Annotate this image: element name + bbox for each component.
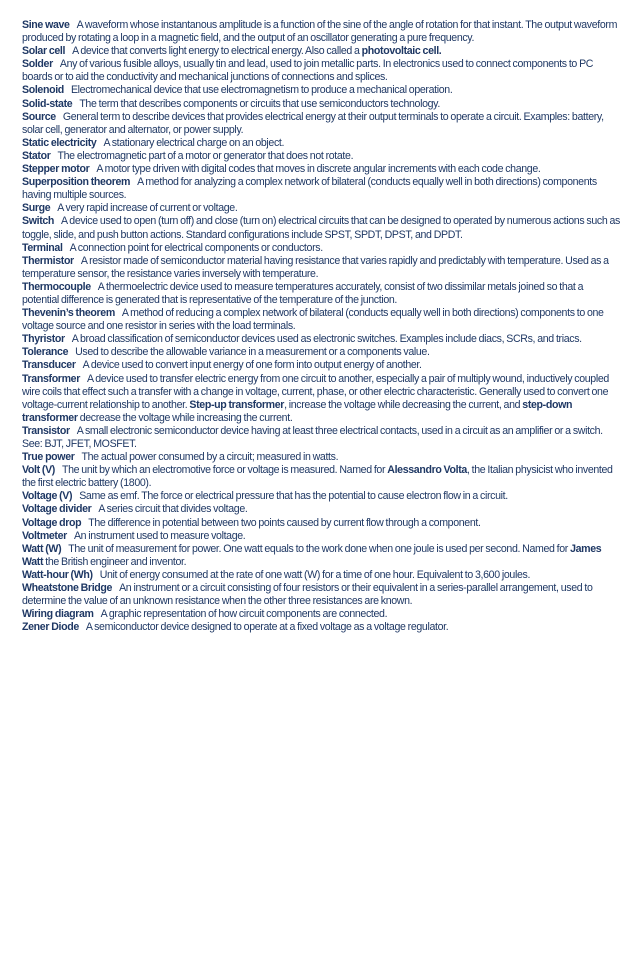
- definition-text: A waveform whose instantanous amplitude is a function of the sine of the angle of rotation for that instant. The output waveform produced by rotating a loop in a magnetic field, and the output of an oscillator generating a pure frequency.: [22, 19, 618, 45]
- glossary-term: Tolerance: [22, 346, 69, 359]
- glossary-entry: [22, 346, 622, 359]
- glossary-entry: [22, 503, 622, 516]
- glossary-entry: [22, 333, 622, 346]
- definition-text: The actual power consumed by a circuit; measured in watts.: [81, 451, 339, 464]
- glossary-entry: [22, 215, 622, 241]
- glossary-entry: [22, 621, 622, 634]
- glossary-term: Wheatstone Bridge: [22, 582, 113, 595]
- glossary-page: [22, 19, 622, 634]
- glossary-entry: [22, 45, 622, 58]
- glossary-entry: [22, 98, 622, 111]
- glossary-term: Terminal: [22, 241, 63, 254]
- definition-text: A device used to open (turn off) and close (turn on) electrical circuits that can be designed to operated by numerous actions such as toggle, slide, and push button actions. Standard configurations include SPST, SPDT, DPST, and DPDT.: [22, 215, 620, 241]
- definition-bold-text: Step-up transformer: [189, 398, 285, 411]
- glossary-term: Superposition theorem: [22, 176, 131, 189]
- glossary-entry: [22, 150, 622, 163]
- definition-text: , increase the voltage while decreasing the current, and: [284, 398, 523, 411]
- glossary-term: Thermistor: [22, 254, 74, 267]
- definition-text: A motor type driven with digital codes that moves in discrete angular increments with each code change.: [96, 163, 541, 176]
- glossary-term: Wiring diagram: [22, 608, 94, 621]
- definition-bold-text: James Watt: [22, 542, 602, 568]
- definition-bold-text: step-down transformer: [22, 398, 573, 424]
- definition-text: A connection point for electrical components or conductors.: [69, 241, 323, 254]
- glossary-term: Static electricity: [22, 136, 97, 149]
- glossary-entry: [22, 111, 622, 137]
- glossary-term: Transducer: [22, 359, 76, 372]
- definition-text: A very rapid increase of current or voltage.: [57, 202, 238, 215]
- glossary-entry: [22, 451, 622, 464]
- definition-text: A thermoelectric device used to measure temperatures accurately, consist of two dissimilar metals joined so that a potential difference is generated that is representative of the temperature of the junction.: [22, 280, 584, 306]
- glossary-term: Switch: [22, 215, 55, 228]
- definition-text: A small electronic semiconductor device having at least three electrical contacts, used in a circuit as an amplifier or a switch. See: BJT, JFET, MOSFET.: [22, 424, 603, 450]
- definition-text: The electromagnetic part of a motor or generator that does not rotate.: [57, 149, 354, 162]
- glossary-entry: [22, 202, 622, 215]
- glossary-term: Transistor: [22, 424, 70, 437]
- definition-text: Electromechanical device that use electromagnetism to produce a mechanical operation.: [70, 84, 453, 97]
- glossary-entry: [22, 58, 622, 84]
- glossary-term: Transformer: [22, 372, 80, 385]
- glossary-entry: [22, 359, 622, 372]
- definition-bold-text: Alessandro Volta: [387, 464, 467, 477]
- definition-text: A device used to transfer electric energy from one circuit to another, especially a pair of multiply wound, inductively coupled wire coils that effect such a transfer with a change in voltage, current, phase, or other electric characteristic. Generally used to convert one voltage-current relationship to another.: [22, 372, 609, 411]
- glossary-entry: [22, 255, 622, 281]
- glossary-entry: [22, 569, 622, 582]
- definition-text: Used to describe the allowable variance in a measurement or a components value.: [75, 346, 430, 359]
- glossary-entry: [22, 464, 622, 490]
- definition-text: The unit of measurement for power. One watt equals to the work done when one joule is used per second. Named for: [68, 542, 571, 555]
- definition-text: A device that converts light energy to electrical energy. Also called a: [72, 45, 362, 58]
- glossary-term: Thyristor: [22, 333, 65, 346]
- glossary-entry: [22, 373, 622, 425]
- glossary-entry: [22, 307, 622, 333]
- glossary-term: Voltage drop: [22, 516, 82, 529]
- glossary-entry: [22, 176, 622, 202]
- definition-text: Unit of energy consumed at the rate of one watt (W) for a time of one hour. Equivalent to 3,600 joules.: [99, 568, 531, 581]
- definition-text: A stationary electrical charge on an object.: [103, 136, 285, 149]
- definition-text: the British engineer and inventor.: [43, 555, 187, 568]
- glossary-term: Voltmeter: [22, 529, 67, 542]
- definition-text: The term that describes components or circuits that use semiconductors technology.: [79, 97, 440, 110]
- definition-text: A broad classification of semiconductor devices used as electronic switches. Examples include diacs, SCRs, and triacs.: [71, 333, 582, 346]
- definition-text: , the Italian physicist who invented the first electric battery (1800).: [22, 464, 613, 490]
- definition-text: decrease the voltage while increasing the current.: [77, 411, 293, 424]
- glossary-entry: [22, 163, 622, 176]
- glossary-term: Surge: [22, 202, 51, 215]
- glossary-entry: [22, 543, 622, 569]
- glossary-term: Solder: [22, 58, 53, 71]
- glossary-term: Stator: [22, 149, 51, 162]
- glossary-term: Thermocouple: [22, 280, 91, 293]
- glossary-entry: [22, 425, 622, 451]
- glossary-term: Thevenin’s theorem: [22, 307, 115, 320]
- definition-text: The difference in potential between two points caused by current flow through a component.: [88, 516, 481, 529]
- glossary-term: Watt-hour (Wh): [22, 568, 93, 581]
- glossary-term: Voltage divider: [22, 503, 92, 516]
- definition-bold-text: photovoltaic cell.: [361, 45, 442, 58]
- definition-text: General term to describe devices that provides electrical energy at their output terminals to operate a circuit. Examples: battery, solar cell, generator and alternator, or power supply.: [22, 110, 604, 136]
- definition-text: A method for analyzing a complex network of bilateral (conducts equally well in both directions) components having multiple sources.: [22, 176, 597, 202]
- definition-text: The unit by which an electromotive force or voltage is measured. Named for: [62, 464, 388, 477]
- definition-text: A device used to convert input energy of one form into output energy of another.: [82, 359, 422, 372]
- glossary-entry: [22, 490, 622, 503]
- glossary-term: Zener Diode: [22, 621, 79, 634]
- glossary-entry: [22, 19, 622, 45]
- glossary-entry: [22, 281, 622, 307]
- glossary-term: Solid-state: [22, 97, 73, 110]
- definition-text: A series circuit that divides voltage.: [98, 503, 248, 516]
- glossary-term: Watt (W): [22, 542, 62, 555]
- definition-text: A graphic representation of how circuit components are connected.: [100, 608, 388, 621]
- glossary-term: Stepper motor: [22, 163, 90, 176]
- definition-text: A semiconductor device designed to operate at a fixed voltage as a voltage regulator.: [85, 621, 449, 634]
- definition-text: A resistor made of semiconductor material having resistance that varies rapidly and predictably with temperature. Used as a temperature sensor, the resistance varies inversely with temperature.: [22, 254, 609, 280]
- glossary-term: Solenoid: [22, 84, 64, 97]
- glossary-entry: [22, 517, 622, 530]
- glossary-entry: [22, 242, 622, 255]
- glossary-entry: [22, 530, 622, 543]
- definition-text: An instrument or a circuit consisting of four resistors or their equivalent in a series-parallel arrangement, used to determine the value of an unknown resistance when the other three resistances are known.: [22, 582, 593, 608]
- definition-text: A method of reducing a complex network of bilateral (conducts equally well in both directions) components to one voltage source and one resistor in series with the load terminals.: [22, 307, 604, 333]
- glossary-term: Sine wave: [22, 19, 70, 31]
- glossary-term: Solar cell: [22, 45, 66, 58]
- glossary-entry: [22, 582, 622, 608]
- glossary-term: Source: [22, 110, 56, 123]
- glossary-entry: [22, 608, 622, 621]
- definition-text: An instrument used to measure voltage.: [73, 529, 246, 542]
- glossary-term: True power: [22, 451, 75, 464]
- glossary-entry: [22, 137, 622, 150]
- glossary-term: Voltage (V): [22, 490, 73, 503]
- glossary-term: Volt (V): [22, 464, 55, 477]
- definition-text: Any of various fusible alloys, usually tin and lead, used to join metallic parts. In electronics used to connect components to PC boards or to aid the conductivity and mechanical junctions of connections and splices.: [22, 58, 594, 84]
- definition-text: Same as emf. The force or electrical pressure that has the potential to cause electron flow in a circuit.: [79, 490, 508, 503]
- glossary-entry: [22, 84, 622, 97]
